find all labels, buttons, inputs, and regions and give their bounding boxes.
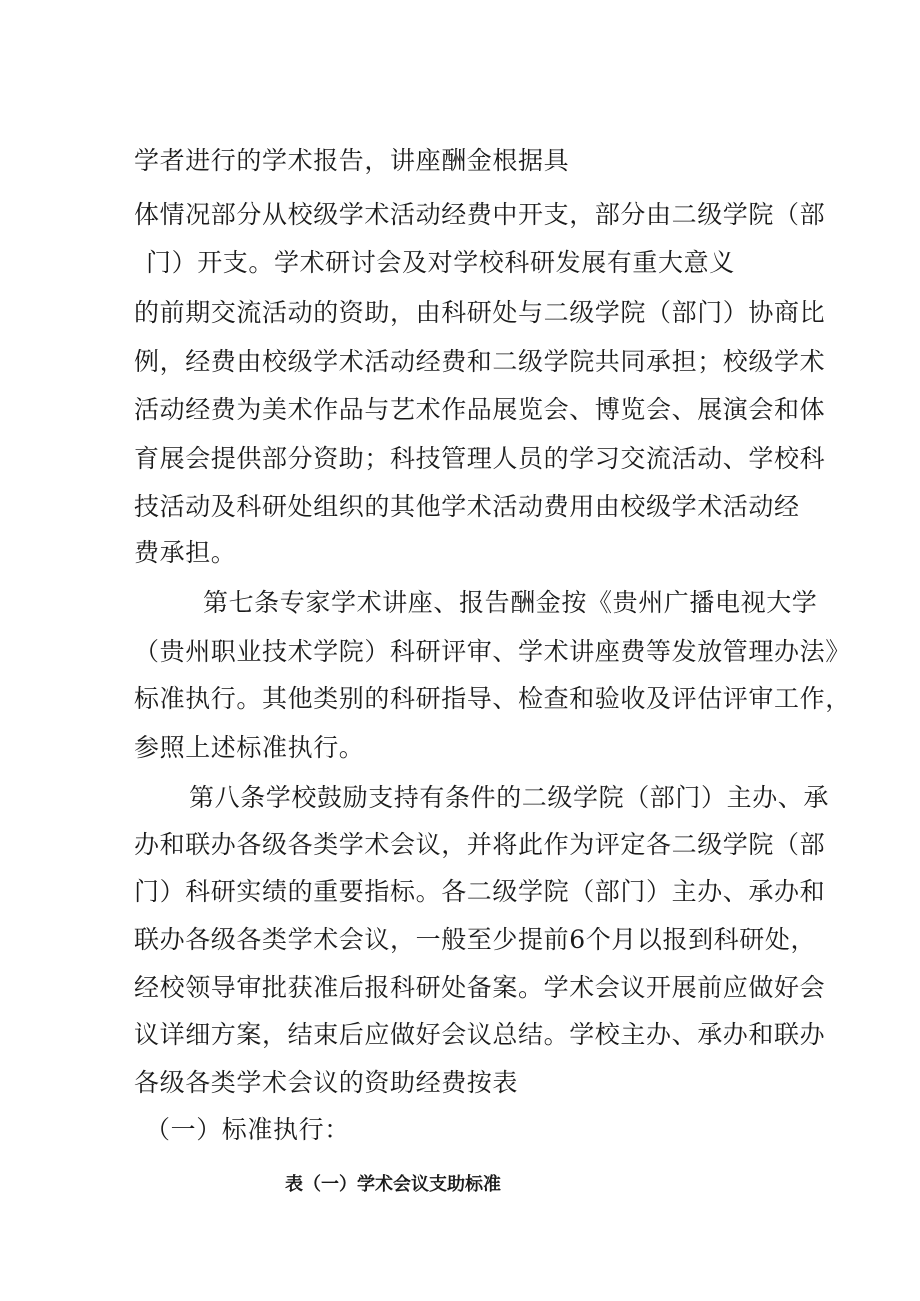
paragraph-line: 门）科研实绩的重要指标。各二级学院（部门）主办、承办和 <box>134 877 826 906</box>
table-caption: 表（一）学术会议支助标准 <box>285 1174 501 1195</box>
paragraph-line: 议详细方案，结束后应做好会议总结。学校主办、承办和联办 <box>134 1020 826 1049</box>
paragraph-line: 体情况部分从校级学术活动经费中开支，部分由二级学院（部 <box>134 200 826 229</box>
paragraph-line: 联办各级各类学术会议，一般至少提前6个月以报到科研处， <box>134 925 817 954</box>
paragraph-line: 参照上述标准执行。 <box>134 733 365 762</box>
paragraph-line: 例，经费由校级学术活动经费和二级学院共同承担；校级学术 <box>134 347 826 376</box>
paragraph-line: （贵州职业技术学院）科研评审、学术讲座费等发放管理办法》 <box>134 637 851 666</box>
paragraph-line: 办和联办各级各类学术会议，并将此作为评定各二级学院（部 <box>134 830 826 859</box>
paragraph-line: 活动经费为美术作品与艺术作品展览会、博览会、展演会和体 <box>134 395 826 424</box>
paragraph-line: 门）开支。学术研讨会及对学校科研发展有重大意义 <box>146 248 735 277</box>
paragraph-line: 育展会提供部分资助；科技管理人员的学习交流活动、学校科 <box>134 444 826 473</box>
paragraph-line: 第八条学校鼓励支持有条件的二级学院（部门）主办、承 <box>189 783 830 812</box>
paragraph-line: 费承担。 <box>134 538 237 567</box>
paragraph-line: 各级各类学术会议的资助经费按表 <box>134 1068 519 1097</box>
paragraph-line: 标准执行。其他类别的科研指导、检查和验收及评估评审工作， <box>134 684 851 713</box>
paragraph-line: 学者进行的学术报告，讲座酬金根据具 <box>134 146 570 175</box>
paragraph-line: 经校领导审批获准后报科研处备案。学术会议开展前应做好会 <box>134 973 826 1002</box>
paragraph-line: 的前期交流活动的资助，由科研处与二级学院（部门）协商比 <box>134 298 826 327</box>
paragraph-line: 第七条专家学术讲座、报告酬金按《贵州广播电视大学 <box>203 588 818 617</box>
paragraph-line: 技活动及科研处组织的其他学术活动费用由校级学术活动经 <box>134 492 800 521</box>
paragraph-line: （一）标准执行： <box>145 1115 350 1144</box>
